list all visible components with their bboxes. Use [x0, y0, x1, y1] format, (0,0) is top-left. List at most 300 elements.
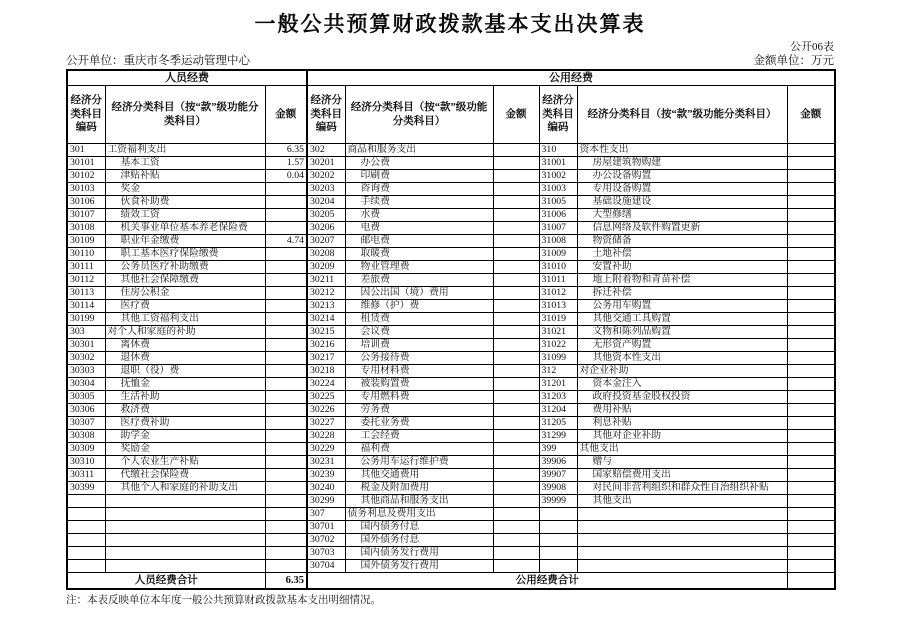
- amount-cell: [265, 209, 307, 222]
- table-row: [67, 144, 835, 157]
- amount-cell: [493, 534, 539, 547]
- col-header-subject: 经济分类科目（按“款”级功能分类科目）: [345, 86, 493, 144]
- subject-name-cell: 津贴补贴: [105, 170, 265, 183]
- econ-code-cell: 312: [539, 365, 577, 378]
- econ-code-cell: 30399: [67, 482, 105, 495]
- amount-cell: [787, 326, 835, 339]
- subject-name-cell: [577, 547, 787, 560]
- econ-code-cell: 30202: [307, 170, 345, 183]
- econ-code-cell: 30299: [307, 495, 345, 508]
- unit-line: [66, 54, 834, 68]
- econ-code-cell: 39908: [539, 482, 577, 495]
- table-row: [67, 456, 835, 469]
- table-row: [67, 287, 835, 300]
- econ-code-cell: 30701: [307, 521, 345, 534]
- subject-name-cell: 国内债务发行费用: [345, 547, 493, 560]
- subject-name-cell: 公务员医疗补助缴费: [105, 261, 265, 274]
- econ-code-cell: 30114: [67, 300, 105, 313]
- econ-code-cell: 31010: [539, 261, 577, 274]
- subject-name-cell: 印刷费: [345, 170, 493, 183]
- table-row: [67, 313, 835, 326]
- subject-name-cell: 其他支出: [577, 443, 787, 456]
- econ-code-cell: 30212: [307, 287, 345, 300]
- econ-code-cell: 31299: [539, 430, 577, 443]
- econ-code-cell: [539, 508, 577, 521]
- subject-name-cell: [105, 547, 265, 560]
- subject-name-cell: 公务接待费: [345, 352, 493, 365]
- econ-code-cell: 31003: [539, 183, 577, 196]
- econ-code-cell: 30226: [307, 404, 345, 417]
- amount-cell: [493, 352, 539, 365]
- amount-cell: [787, 274, 835, 287]
- econ-code-cell: 30224: [307, 378, 345, 391]
- subject-name-cell: 手续费: [345, 196, 493, 209]
- subject-name-cell: 房屋建筑物购建: [577, 157, 787, 170]
- econ-code-cell: 30211: [307, 274, 345, 287]
- subject-name-cell: 其他社会保障缴费: [105, 274, 265, 287]
- subject-name-cell: 差旅费: [345, 274, 493, 287]
- amount-cell: [493, 417, 539, 430]
- econ-code-cell: 302: [307, 144, 345, 157]
- table-row: [67, 560, 835, 573]
- amount-cell: [493, 443, 539, 456]
- col-header-subject: 经济分类科目（按“款”级功能分类科目）: [577, 86, 787, 144]
- econ-code-cell: 30209: [307, 261, 345, 274]
- table-row: [67, 469, 835, 482]
- table-body: [67, 144, 835, 573]
- subject-name-cell: 咨询费: [345, 183, 493, 196]
- amount-cell: [493, 469, 539, 482]
- econ-code-cell: 30217: [307, 352, 345, 365]
- amount-cell: [265, 495, 307, 508]
- amount-cell: [265, 248, 307, 261]
- table-row: [67, 521, 835, 534]
- amount-cell: [787, 482, 835, 495]
- econ-code-cell: 30206: [307, 222, 345, 235]
- amount-cell: [265, 274, 307, 287]
- econ-code-cell: 399: [539, 443, 577, 456]
- subject-name-cell: 公务用车购置: [577, 300, 787, 313]
- col-header-subject: 经济分类科目（按“款”级功能分类科目）: [105, 86, 265, 144]
- amount-cell: [493, 235, 539, 248]
- subject-name-cell: [577, 508, 787, 521]
- subject-name-cell: 国外债务发行费用: [345, 560, 493, 573]
- econ-code-cell: 39907: [539, 469, 577, 482]
- amount-cell: [787, 196, 835, 209]
- subject-name-cell: 物业管理费: [345, 261, 493, 274]
- econ-code-cell: 30205: [307, 209, 345, 222]
- econ-code-cell: 30204: [307, 196, 345, 209]
- subject-name-cell: 奖金: [105, 183, 265, 196]
- table-row: [67, 326, 835, 339]
- econ-code-cell: 31022: [539, 339, 577, 352]
- amount-cell: [265, 430, 307, 443]
- table-row: [67, 209, 835, 222]
- subject-name-cell: [577, 560, 787, 573]
- subject-name-cell: 退休费: [105, 352, 265, 365]
- amount-cell: [493, 300, 539, 313]
- subject-name-cell: 助学金: [105, 430, 265, 443]
- econ-code-cell: [67, 495, 105, 508]
- amount-cell: [265, 443, 307, 456]
- subject-name-cell: 伙食补助费: [105, 196, 265, 209]
- table-row: [67, 378, 835, 391]
- econ-code-cell: 31201: [539, 378, 577, 391]
- econ-code-cell: 30703: [307, 547, 345, 560]
- econ-code-cell: 30302: [67, 352, 105, 365]
- amount-cell: [493, 456, 539, 469]
- table-row: [67, 547, 835, 560]
- subject-name-cell: 土地补偿: [577, 248, 787, 261]
- col-header-code: 经济分类科目编码: [67, 86, 105, 144]
- econ-code-cell: 39906: [539, 456, 577, 469]
- table-row: [67, 482, 835, 495]
- econ-code-cell: [539, 560, 577, 573]
- subject-name-cell: 国外债务付息: [345, 534, 493, 547]
- amount-cell: [787, 339, 835, 352]
- amount-cell: [787, 365, 835, 378]
- table-row: [67, 183, 835, 196]
- group-header-personnel: 人员经费: [67, 70, 307, 86]
- table-row: [67, 534, 835, 547]
- subject-name-cell: 对个人和家庭的补助: [105, 326, 265, 339]
- amount-cell: [493, 430, 539, 443]
- amount-cell: [265, 456, 307, 469]
- amount-cell: [493, 313, 539, 326]
- econ-code-cell: 31002: [539, 170, 577, 183]
- amount-cell: [265, 352, 307, 365]
- amount-cell: [787, 521, 835, 534]
- subject-name-cell: 物资储备: [577, 235, 787, 248]
- amount-cell: [265, 261, 307, 274]
- econ-code-cell: 30107: [67, 209, 105, 222]
- subject-name-cell: 其他资本性支出: [577, 352, 787, 365]
- econ-code-cell: 30227: [307, 417, 345, 430]
- econ-code-cell: 31008: [539, 235, 577, 248]
- econ-code-cell: 31019: [539, 313, 577, 326]
- amount-cell: [493, 508, 539, 521]
- subject-name-cell: 基础设施建设: [577, 196, 787, 209]
- amount-cell: [787, 352, 835, 365]
- subject-name-cell: 文物和陈列品购置: [577, 326, 787, 339]
- amount-cell: [787, 313, 835, 326]
- amount-cell: [265, 417, 307, 430]
- subject-name-cell: 委托业务费: [345, 417, 493, 430]
- amount-cell: [493, 365, 539, 378]
- amount-cell: [265, 183, 307, 196]
- econ-code-cell: 30228: [307, 430, 345, 443]
- amount-cell: [265, 404, 307, 417]
- econ-code-cell: 30111: [67, 261, 105, 274]
- subject-name-cell: [105, 495, 265, 508]
- econ-code-cell: 31203: [539, 391, 577, 404]
- table-row: [67, 274, 835, 287]
- subject-name-cell: 对企业补助: [577, 365, 787, 378]
- table-row: [67, 391, 835, 404]
- table-row: [67, 443, 835, 456]
- subject-name-cell: 因公出国（境）费用: [345, 287, 493, 300]
- econ-code-cell: 30102: [67, 170, 105, 183]
- econ-code-cell: 30215: [307, 326, 345, 339]
- econ-code-cell: 30240: [307, 482, 345, 495]
- subject-name-cell: 地上附着物和青苗补偿: [577, 274, 787, 287]
- econ-code-cell: 310: [539, 144, 577, 157]
- subject-name-cell: 专用燃料费: [345, 391, 493, 404]
- amount-cell: [787, 508, 835, 521]
- amount-cell: [265, 547, 307, 560]
- econ-code-cell: 30101: [67, 157, 105, 170]
- econ-code-cell: 30216: [307, 339, 345, 352]
- table-row: [67, 157, 835, 170]
- amount-cell: [493, 144, 539, 157]
- subject-name-cell: 住房公积金: [105, 287, 265, 300]
- footnote: 注：本表反映单位本年度一般公共预算财政拨款基本支出明细情况。: [66, 595, 381, 606]
- subject-name-cell: 机关事业单位基本养老保险费: [105, 222, 265, 235]
- amount-cell: [787, 469, 835, 482]
- table-row: [67, 495, 835, 508]
- econ-code-cell: 303: [67, 326, 105, 339]
- econ-code-cell: 30301: [67, 339, 105, 352]
- subject-name-cell: 福利费: [345, 443, 493, 456]
- subject-name-cell: 拆迁补偿: [577, 287, 787, 300]
- subject-name-cell: 生活补助: [105, 391, 265, 404]
- econ-code-cell: 30110: [67, 248, 105, 261]
- subject-name-cell: 离休费: [105, 339, 265, 352]
- econ-code-cell: 30108: [67, 222, 105, 235]
- amount-cell: [493, 547, 539, 560]
- subject-name-cell: 水费: [345, 209, 493, 222]
- econ-code-cell: 30229: [307, 443, 345, 456]
- econ-code-cell: 31012: [539, 287, 577, 300]
- econ-code-cell: 39999: [539, 495, 577, 508]
- subject-name-cell: [577, 521, 787, 534]
- econ-code-cell: 30203: [307, 183, 345, 196]
- amount-cell: [787, 417, 835, 430]
- amount-cell: [787, 248, 835, 261]
- amount-cell: [493, 287, 539, 300]
- amount-cell: [787, 170, 835, 183]
- econ-code-cell: 307: [307, 508, 345, 521]
- amount-cell: [787, 534, 835, 547]
- subject-name-cell: 资本金注入: [577, 378, 787, 391]
- amount-cell: [787, 261, 835, 274]
- subject-name-cell: 职工基本医疗保险缴费: [105, 248, 265, 261]
- econ-code-cell: 31204: [539, 404, 577, 417]
- amount-cell: [787, 144, 835, 157]
- table-row: [67, 222, 835, 235]
- econ-code-cell: 31006: [539, 209, 577, 222]
- amount-cell: [493, 222, 539, 235]
- totals-row: [67, 573, 835, 590]
- econ-code-cell: [67, 560, 105, 573]
- subject-name-cell: 大型修缮: [577, 209, 787, 222]
- econ-code-cell: [539, 547, 577, 560]
- subject-name-cell: 办公费: [345, 157, 493, 170]
- amount-cell: [493, 339, 539, 352]
- subject-name-cell: [105, 521, 265, 534]
- econ-code-cell: 31007: [539, 222, 577, 235]
- subject-name-cell: 劳务费: [345, 404, 493, 417]
- econ-code-cell: [539, 534, 577, 547]
- amount-cell: [787, 391, 835, 404]
- subject-name-cell: 其他个人和家庭的补助支出: [105, 482, 265, 495]
- amount-cell: [787, 430, 835, 443]
- amount-cell: 1.57: [265, 157, 307, 170]
- amount-cell: [265, 287, 307, 300]
- publish-unit-label: 公开单位：重庆市冬季运动管理中心: [66, 55, 250, 67]
- amount-cell: [787, 456, 835, 469]
- econ-code-cell: 30199: [67, 313, 105, 326]
- group-header-public: 公用经费: [307, 70, 835, 86]
- econ-code-cell: 30310: [67, 456, 105, 469]
- amount-cell: [493, 183, 539, 196]
- table-row: [67, 508, 835, 521]
- subject-name-cell: 医疗费补助: [105, 417, 265, 430]
- amount-cell: [265, 196, 307, 209]
- subject-name-cell: 商品和服务支出: [345, 144, 493, 157]
- table-row: [67, 196, 835, 209]
- table-row: [67, 261, 835, 274]
- econ-code-cell: 30311: [67, 469, 105, 482]
- econ-code-cell: 31205: [539, 417, 577, 430]
- subject-name-cell: 无形资产购置: [577, 339, 787, 352]
- table-row: [67, 404, 835, 417]
- amount-cell: [787, 222, 835, 235]
- econ-code-cell: 31013: [539, 300, 577, 313]
- subject-name-cell: 赠与: [577, 456, 787, 469]
- table-row: [67, 417, 835, 430]
- col-header-code: 经济分类科目编码: [307, 86, 345, 144]
- amount-cell: [493, 170, 539, 183]
- table-row: [67, 248, 835, 261]
- amount-cell: [787, 495, 835, 508]
- econ-code-cell: 31005: [539, 196, 577, 209]
- amount-cell: [265, 521, 307, 534]
- amount-unit-label: 金额单位：万元: [753, 55, 834, 67]
- amount-cell: [265, 300, 307, 313]
- table-row: [67, 300, 835, 313]
- amount-cell: [493, 521, 539, 534]
- amount-cell: [787, 209, 835, 222]
- amount-cell: [493, 560, 539, 573]
- subject-name-cell: 职业年金缴费: [105, 235, 265, 248]
- subject-name-cell: 会议费: [345, 326, 493, 339]
- amount-cell: [493, 157, 539, 170]
- amount-cell: [265, 560, 307, 573]
- subject-name-cell: 其他交通工具购置: [577, 313, 787, 326]
- subject-name-cell: 政府投资基金股权投资: [577, 391, 787, 404]
- econ-code-cell: 30702: [307, 534, 345, 547]
- subject-name-cell: 其他对企业补助: [577, 430, 787, 443]
- subject-name-cell: 其他支出: [577, 495, 787, 508]
- amount-cell: [787, 300, 835, 313]
- econ-code-cell: 30231: [307, 456, 345, 469]
- econ-code-cell: 30225: [307, 391, 345, 404]
- econ-code-cell: [67, 521, 105, 534]
- amount-cell: 4.74: [265, 235, 307, 248]
- amount-cell: [265, 378, 307, 391]
- amount-cell: [493, 482, 539, 495]
- subject-name-cell: 基本工资: [105, 157, 265, 170]
- personnel-total-label: 人员经费合计: [67, 573, 265, 590]
- subject-name-cell: 国内债务付息: [345, 521, 493, 534]
- subject-name-cell: 培训费: [345, 339, 493, 352]
- amount-cell: [787, 235, 835, 248]
- subject-name-cell: [105, 560, 265, 573]
- econ-code-cell: 30218: [307, 365, 345, 378]
- subject-name-cell: 代缴社会保险费: [105, 469, 265, 482]
- econ-code-cell: 30207: [307, 235, 345, 248]
- expenditure-table: [66, 69, 836, 590]
- subject-name-cell: 对民间非营利组织和群众性自治组织补贴: [577, 482, 787, 495]
- subject-name-cell: 税金及附加费用: [345, 482, 493, 495]
- amount-cell: [265, 482, 307, 495]
- subject-name-cell: 工资福利支出: [105, 144, 265, 157]
- col-header-amount: 金额: [265, 86, 307, 144]
- amount-cell: [265, 222, 307, 235]
- amount-cell: [787, 157, 835, 170]
- subject-name-cell: [577, 534, 787, 547]
- subject-name-cell: 奖励金: [105, 443, 265, 456]
- econ-code-cell: 30109: [67, 235, 105, 248]
- content-area: [66, 41, 834, 607]
- subject-name-cell: 工会经费: [345, 430, 493, 443]
- amount-cell: [787, 287, 835, 300]
- econ-code-cell: 30704: [307, 560, 345, 573]
- econ-code-cell: 31011: [539, 274, 577, 287]
- econ-code-cell: 30112: [67, 274, 105, 287]
- amount-cell: [265, 313, 307, 326]
- subject-name-cell: 其他交通费用: [345, 469, 493, 482]
- subject-name-cell: [105, 508, 265, 521]
- subject-name-cell: 维修（护）费: [345, 300, 493, 313]
- amount-cell: [265, 365, 307, 378]
- amount-cell: [493, 261, 539, 274]
- subject-name-cell: 信息网络及软件购置更新: [577, 222, 787, 235]
- table-row: [67, 170, 835, 183]
- econ-code-cell: 30201: [307, 157, 345, 170]
- amount-cell: [265, 469, 307, 482]
- subject-name-cell: 抚恤金: [105, 378, 265, 391]
- econ-code-cell: 30214: [307, 313, 345, 326]
- subject-name-cell: 债务利息及费用支出: [345, 508, 493, 521]
- subject-name-cell: 专用设备购置: [577, 183, 787, 196]
- col-header-code: 经济分类科目编码: [539, 86, 577, 144]
- subject-name-cell: 费用补贴: [577, 404, 787, 417]
- amount-cell: [265, 534, 307, 547]
- amount-cell: [493, 274, 539, 287]
- public-total-amount: [787, 573, 835, 590]
- subject-name-cell: 专用材料费: [345, 365, 493, 378]
- amount-cell: [265, 339, 307, 352]
- econ-code-cell: [67, 547, 105, 560]
- subject-name-cell: 绩效工资: [105, 209, 265, 222]
- econ-code-cell: 30309: [67, 443, 105, 456]
- subject-name-cell: 电费: [345, 222, 493, 235]
- page-title: 一般公共预算财政拨款基本支出决算表: [254, 12, 646, 36]
- subject-name-cell: 国家赔偿费用支出: [577, 469, 787, 482]
- econ-code-cell: 30303: [67, 365, 105, 378]
- econ-code-cell: [67, 534, 105, 547]
- subject-name-cell: 公务用车运行维护费: [345, 456, 493, 469]
- subject-name-cell: 资本性支出: [577, 144, 787, 157]
- subject-name-cell: 个人农业生产补贴: [105, 456, 265, 469]
- subject-name-cell: 其他商品和服务支出: [345, 495, 493, 508]
- public-total-label: 公用经费合计: [307, 573, 787, 590]
- col-header-amount: 金额: [493, 86, 539, 144]
- amount-cell: [787, 183, 835, 196]
- amount-cell: [493, 326, 539, 339]
